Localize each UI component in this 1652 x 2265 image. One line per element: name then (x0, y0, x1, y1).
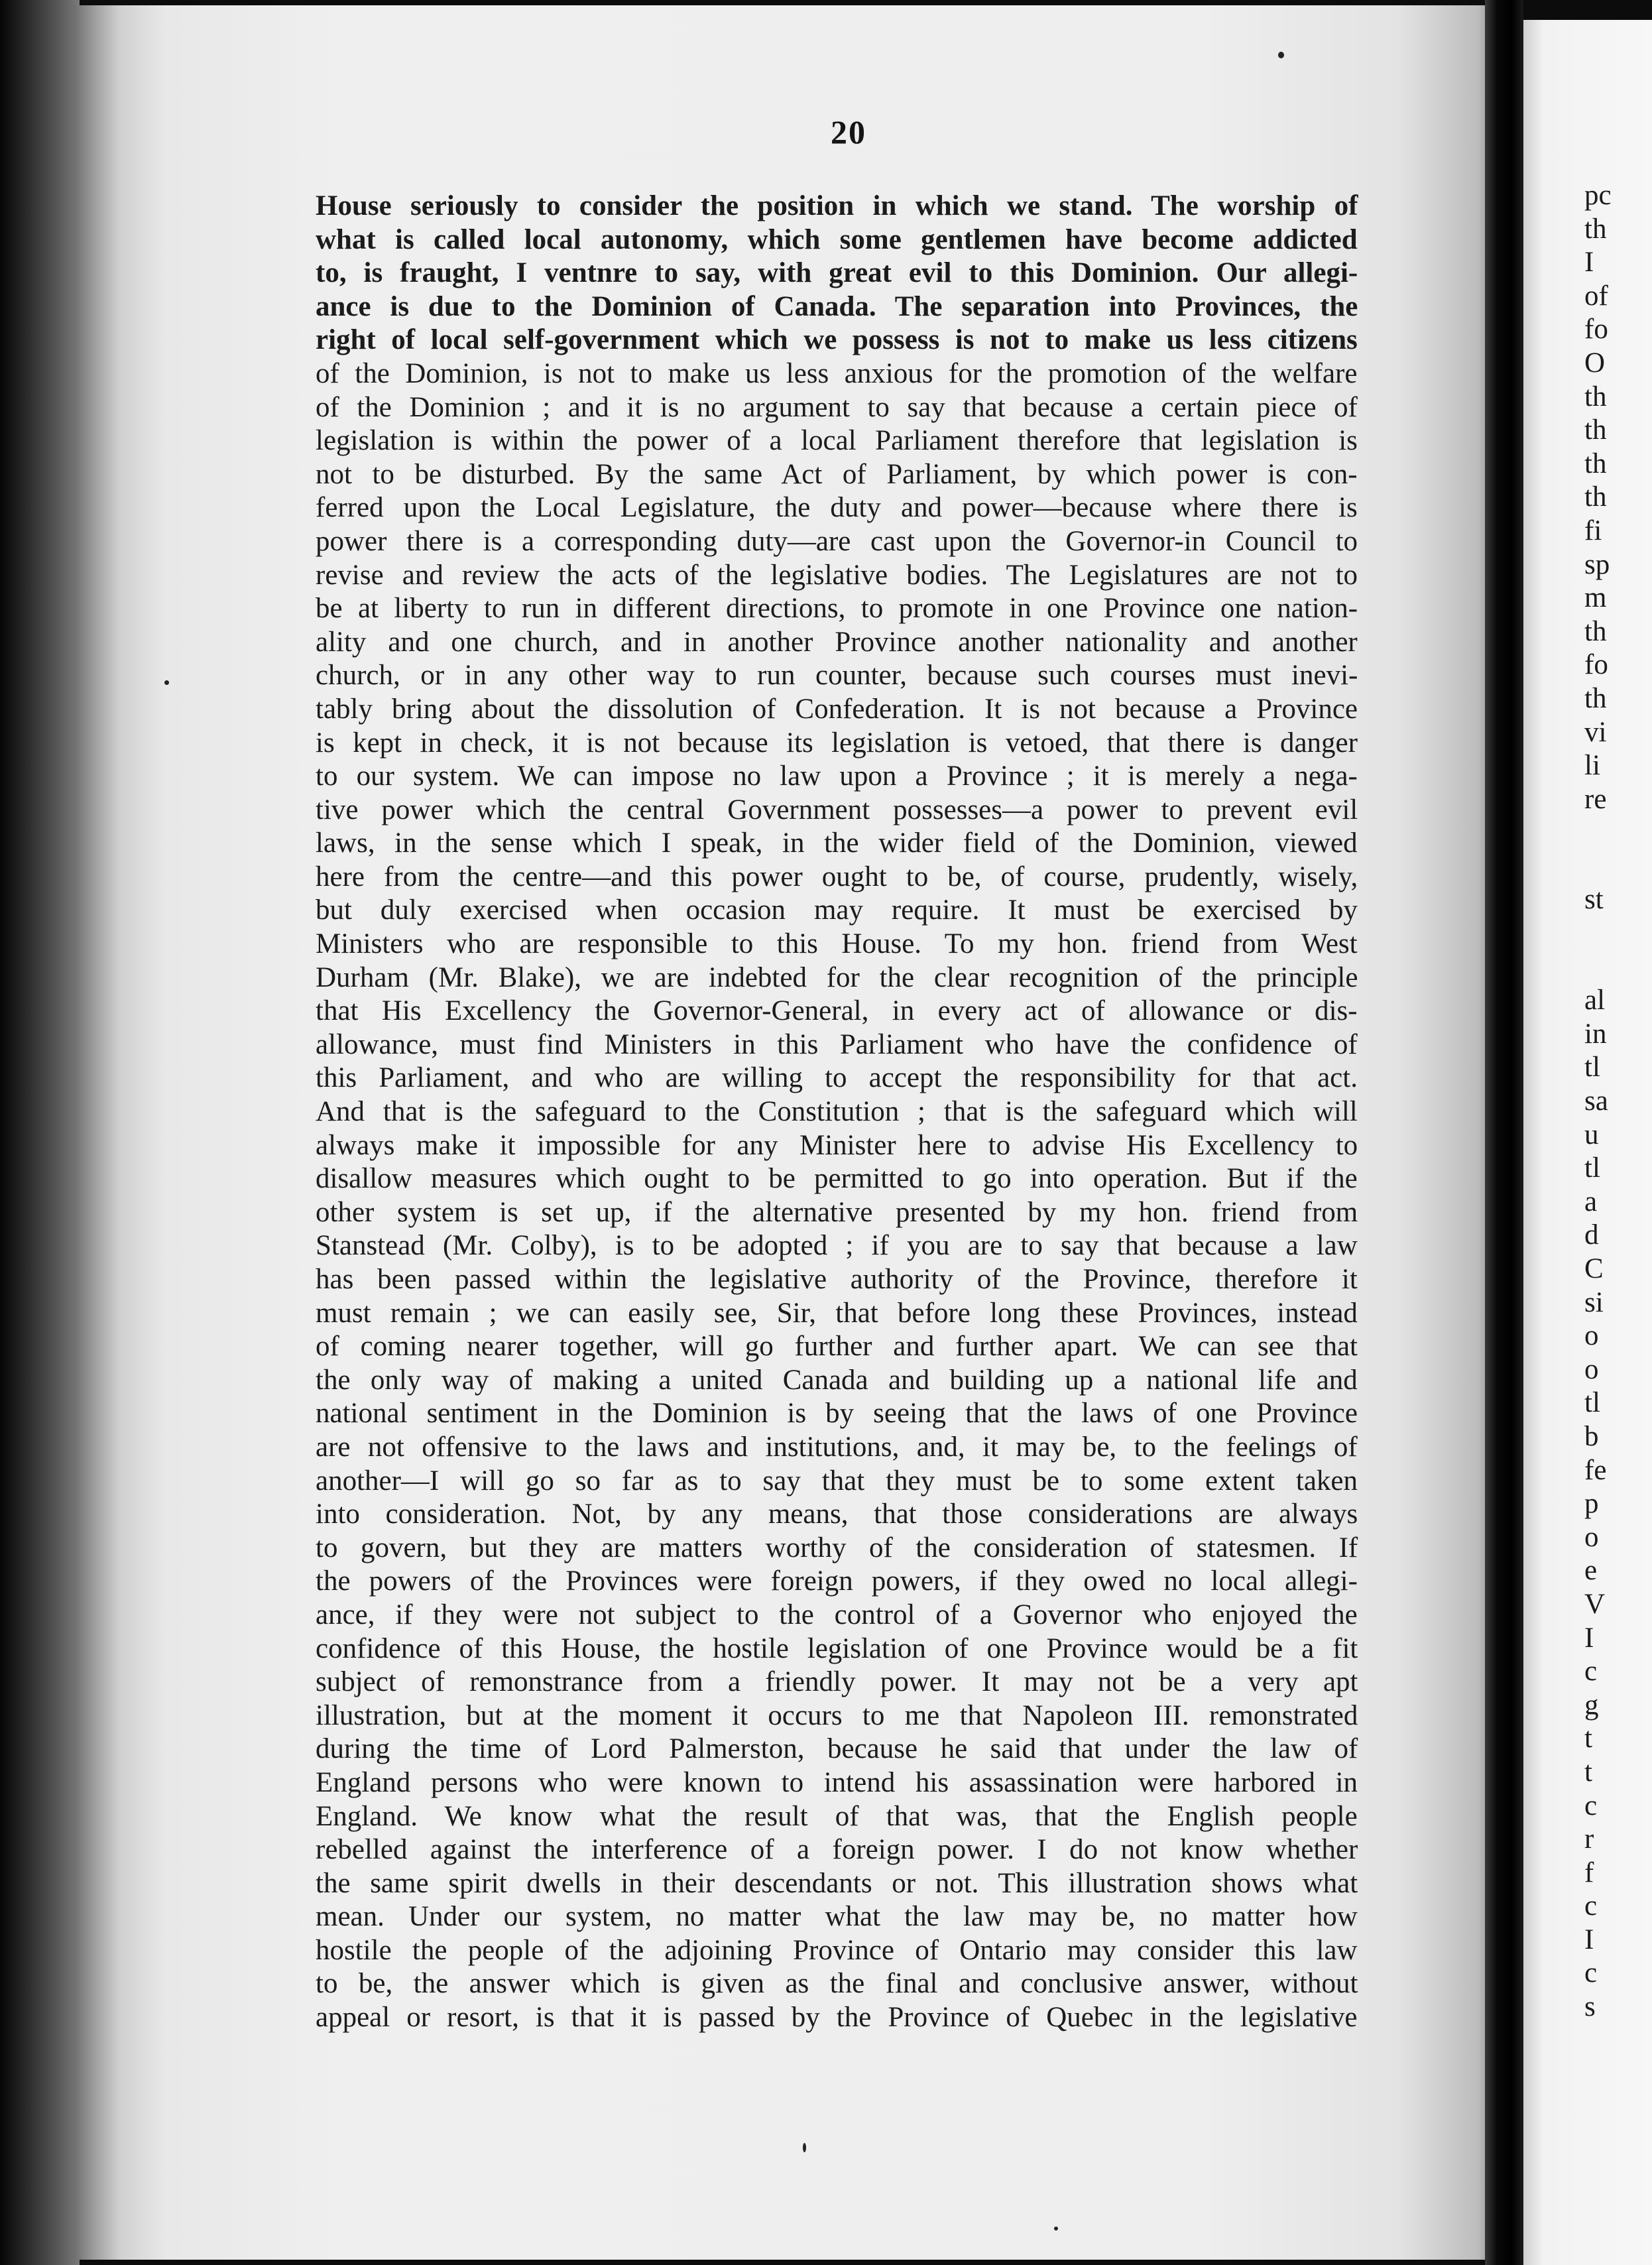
right-page-fragment: t (1584, 1723, 1592, 1754)
text-line: church, or in any other way to run counter, because such courses must inevi- (316, 660, 1358, 692)
right-page-fragment (1584, 816, 1652, 850)
text-line: allowance, must find Ministers in this Parliament who have the confidence of (316, 1028, 1358, 1060)
right-page-fragment: m (1584, 582, 1607, 614)
right-page-fragment: th (1584, 213, 1607, 245)
right-page-fragment: tl (1584, 1387, 1600, 1419)
text-line: tably bring about the dissolution of Confederation. It is not because a Province (316, 693, 1358, 725)
right-page-fragment: fo (1584, 314, 1608, 345)
text-line: the powers of the Provinces were foreign powers, if they owed no local allegi- (316, 1565, 1358, 1597)
right-page-fragment (1584, 917, 1652, 951)
right-page-fragment: fi (1584, 515, 1602, 546)
text-line: are not offensive to the laws and institutions, and, it may be, to the feelings of (316, 1431, 1358, 1463)
text-line: ferred upon the Local Legislature, the duty and power—because where there is (316, 492, 1358, 524)
right-page-fragment: p (1584, 1488, 1599, 1520)
text-line: another—I will go so far as to say that they must be to some extent taken (316, 1465, 1358, 1497)
right-page-fragment: O (1584, 347, 1606, 379)
right-page-fragment: sa (1584, 1085, 1608, 1117)
right-page-fragment: li (1584, 750, 1600, 782)
text-line: right of local self-government which we possess is not to make us less citizens (316, 324, 1358, 356)
right-page-fragment: o (1584, 1521, 1599, 1553)
right-page-fragment: o (1584, 1353, 1599, 1385)
text-line: Ministers who are responsible to this House. To my hon. friend from West (316, 928, 1358, 960)
right-page-fragment: c (1584, 1957, 1598, 1989)
dust-speck (1278, 52, 1284, 58)
text-line: tive power which the central Government possesses—a power to prevent evil (316, 794, 1358, 826)
page-gutter (1485, 0, 1523, 2265)
text-line: Stanstead (Mr. Colby), is to be adopted ; if you are to say that because a law (316, 1230, 1358, 1262)
text-line: ality and one church, and in another Province another nationality and another (316, 626, 1358, 658)
page-number: 20 (831, 113, 866, 151)
right-page-fragment: V (1584, 1588, 1606, 1620)
text-line: national sentiment in the Dominion is by seeing that the laws of one Province (316, 1398, 1358, 1430)
text-line: laws, in the sense which I speak, in the wider field of the Dominion, viewed (316, 827, 1358, 859)
text-line: rebelled against the interference of a foreign power. I do not know whether (316, 1834, 1358, 1866)
text-line: appeal or resort, is that it is passed by the Province of Quebec in the legislative (316, 2002, 1358, 2034)
text-line: England. We know what the result of that was, that the English people (316, 1800, 1358, 1832)
body-text (316, 190, 1358, 2035)
text-line: illustration, but at the moment it occurs to me that Napoleon III. remonstrated (316, 1699, 1358, 1731)
right-page-fragment: th (1584, 448, 1607, 479)
text-line: disallow measures which ought to be permitted to go into operation. But if the (316, 1163, 1358, 1195)
right-page-fragment: tl (1584, 1152, 1600, 1184)
text-line: England persons who were known to intend his assassination were harbored in (316, 1766, 1358, 1798)
text-line: revise and review the acts of the legislative bodies. The Legislatures are not to (316, 559, 1358, 591)
text-line: subject of remonstrance from a friendly power. It may not be a very apt (316, 1666, 1358, 1698)
text-line: confidence of this House, the hostile legislation of one Province would be a fit (316, 1632, 1358, 1664)
text-line: power there is a corresponding duty—are cast upon the Governor-in Council to (316, 525, 1358, 557)
text-line: ance is due to the Dominion of Canada. The separation into Provinces, the (316, 290, 1358, 322)
right-page-fragment: al (1584, 985, 1606, 1016)
right-page-fragment: g (1584, 1689, 1599, 1721)
right-page-fragment: tl (1584, 1052, 1600, 1083)
text-line: to govern, but they are matters worthy of the consideration of statesmen. If (316, 1532, 1358, 1563)
right-page-fragment: of (1584, 280, 1608, 312)
text-line: here from the centre—and this power ought to be, of course, prudently, wisely, (316, 861, 1358, 892)
right-page-fragment: f (1584, 1857, 1594, 1888)
right-page-fragment: th (1584, 481, 1607, 513)
right-page-fragment: a (1584, 1186, 1598, 1217)
right-page-fragment: e (1584, 1555, 1598, 1587)
text-line: to be, the answer which is given as the final and conclusive answer, without (316, 1968, 1358, 2000)
text-line: hostile the people of the adjoining Province of Ontario may consider this law (316, 1934, 1358, 1966)
right-page-fragment: th (1584, 381, 1607, 412)
right-page-fragment: I (1584, 247, 1594, 278)
text-line: mean. Under our system, no matter what the law may be, no matter how (316, 1901, 1358, 1933)
right-page-fragment: I (1584, 1622, 1594, 1654)
right-page-fragment: c (1584, 1656, 1598, 1687)
text-line: to, is fraught, I ventnre to say, with great evil to this Dominion. Our allegi- (316, 257, 1358, 289)
text-line: what is called local autonomy, which some gentlemen have become addicted (316, 223, 1358, 255)
right-page-fragment: th (1584, 414, 1607, 446)
right-page-fragment: r (1584, 1823, 1594, 1855)
right-page-fragment: I (1584, 1924, 1594, 1955)
right-page-fragment: vi (1584, 716, 1607, 748)
text-line: during the time of Lord Palmerston, because he said that under the law of (316, 1733, 1358, 1765)
text-line: the same spirit dwells in their descendants or not. This illustration shows what (316, 1867, 1358, 1899)
text-line: House seriously to consider the position in which we stand. The worship of (316, 190, 1358, 221)
text-line: but duly exercised when occasion may require. It must be exercised by (316, 894, 1358, 926)
right-page-fragment: st (1584, 884, 1604, 916)
text-line: other system is set up, if the alternative presented by my hon. friend from (316, 1196, 1358, 1228)
text-line: legislation is within the power of a local Parliament therefore that legislation is (316, 425, 1358, 457)
text-line: of coming nearer together, will go further and further apart. We can see that (316, 1331, 1358, 1363)
text-line: always make it impossible for any Minister here to advise His Excellency to (316, 1129, 1358, 1161)
dust-speck (164, 680, 169, 685)
right-page-fragment (1584, 951, 1652, 985)
right-page-fragment: pc (1584, 180, 1612, 211)
right-page-fragment (1584, 850, 1652, 884)
text-line: the only way of making a united Canada and building up a national life and (316, 1364, 1358, 1396)
right-page-fragment: th (1584, 682, 1607, 714)
text-line: Durham (Mr. Blake), we are indebted for the clear recognition of the principle (316, 961, 1358, 993)
right-page-fragment: fe (1584, 1454, 1607, 1486)
text-line: not to be disturbed. By the same Act of Parliament, by which power is con- (316, 458, 1358, 490)
right-page-fragment: sp (1584, 548, 1610, 580)
text-line: of the Dominion ; and it is no argument to say that because a certain piece of (316, 391, 1358, 423)
text-line: of the Dominion, is not to make us less anxious for the promotion of the welfare (316, 357, 1358, 389)
dust-speck (803, 2143, 806, 2152)
right-page-fragment: d (1584, 1219, 1599, 1251)
right-page-fragment: c (1584, 1790, 1598, 1821)
text-line: has been passed within the legislative authority of the Province, therefore it (316, 1264, 1358, 1295)
right-page-fragment: c (1584, 1890, 1598, 1922)
text-line: is kept in check, it is not because its legislation is vetoed, that there is danger (316, 727, 1358, 759)
right-page-fragment: o (1584, 1320, 1599, 1352)
text-line: that His Excellency the Governor-General, in every act of allowance or dis- (316, 995, 1358, 1027)
text-line: this Parliament, and who are willing to accept the responsibility for that act. (316, 1062, 1358, 1094)
right-page-fragment: in (1584, 1018, 1607, 1050)
right-page-fragment: u (1584, 1119, 1599, 1150)
right-page-fragment: C (1584, 1253, 1604, 1284)
right-page-text-fragments (1584, 179, 1652, 2024)
right-page-fragment: si (1584, 1286, 1604, 1318)
text-line: be at liberty to run in different directions, to promote in one Province one nation- (316, 593, 1358, 625)
right-page-fragment: s (1584, 1991, 1596, 2023)
text-line: And that is the safeguard to the Constitution ; that is the safeguard which will (316, 1096, 1358, 1128)
right-page-fragment: th (1584, 615, 1607, 647)
text-line: ance, if they were not subject to the control of a Governor who enjoyed the (316, 1599, 1358, 1630)
binding-shadow-left (0, 0, 80, 2265)
text-line: must remain ; we can easily see, Sir, that before long these Provinces, instead (316, 1297, 1358, 1329)
dust-speck (1054, 2227, 1058, 2231)
text-line: into consideration. Not, by any means, that those considerations are always (316, 1499, 1358, 1530)
text-line: to our system. We can impose no law upon a Province ; it is merely a nega- (316, 761, 1358, 792)
right-page-fragment: b (1584, 1420, 1599, 1452)
right-page-fragment: t (1584, 1756, 1592, 1788)
right-page-fragment: re (1584, 783, 1607, 815)
right-page-fragment: fo (1584, 649, 1608, 681)
